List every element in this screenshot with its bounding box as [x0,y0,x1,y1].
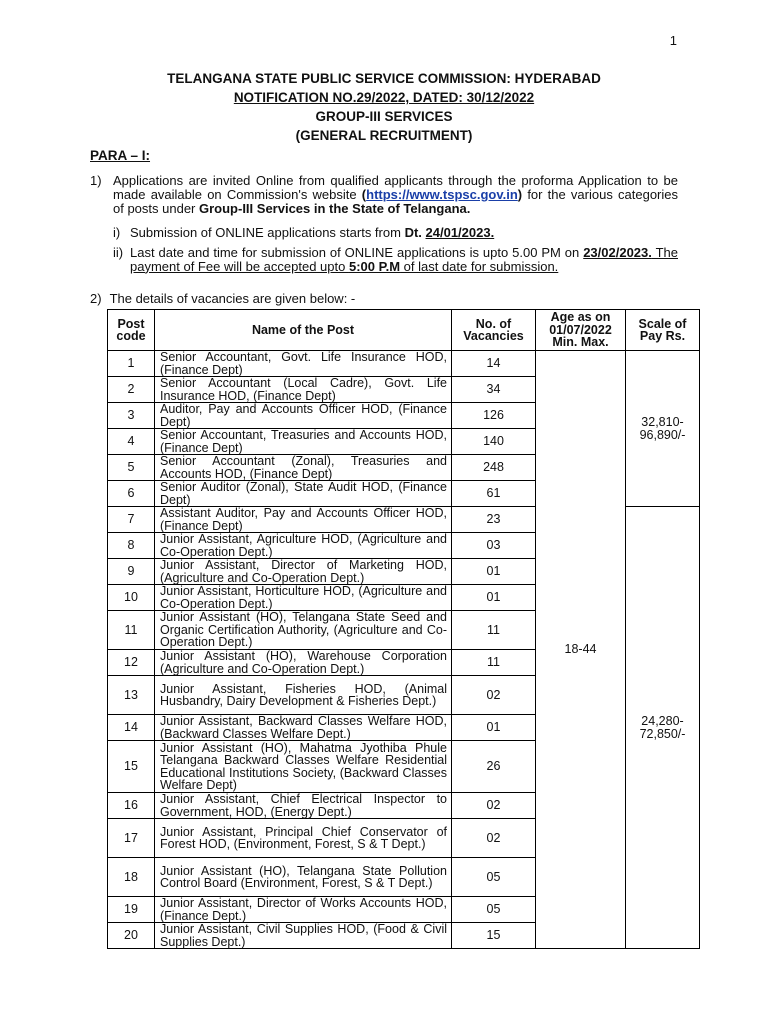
post-name-cell: Junior Assistant (HO), Telangana State Seed and Organic Certification Authority, (Agriculture and Co-Operation Dept.) [155,611,452,650]
post-name-cell: Junior Assistant, Principal Chief Conservator of Forest HOD, (Environment, Forest, S & T Dept.) [155,819,452,858]
vacancies-cell: 05 [452,897,536,923]
post-code-cell: 18 [108,858,155,897]
post-name-cell: Senior Accountant (Zonal), Treasuries and Accounts HOD, (Finance Dept) [155,455,452,481]
vacancies-cell: 14 [452,351,536,377]
post-name-cell: Junior Assistant, Agriculture HOD, (Agriculture and Co-Operation Dept.) [155,533,452,559]
last-date: 23/02/2023. [583,245,652,260]
vacancies-cell: 02 [452,819,536,858]
post-name-cell: Auditor, Pay and Accounts Officer HOD, (Finance Dept) [155,403,452,429]
header-scale: Scale of Pay Rs. [626,310,700,351]
post-code-cell: 7 [108,507,155,533]
header-post-code: Post code [108,310,155,351]
point-2-number: 2) [90,291,102,306]
vacancies-cell: 03 [452,533,536,559]
post-code-cell: 2 [108,377,155,403]
page-number: 1 [669,33,677,48]
vacancies-cell: 34 [452,377,536,403]
post-code-cell: 8 [108,533,155,559]
post-code-cell: 10 [108,585,155,611]
vacancies-cell: 02 [452,676,536,715]
sub-point-ii: ii) Last date and time for submission of ONLINE applications is upto 5.00 PM on 23/02/2023. The payment of Fee will be accepted upto 5:00 P.M of last date for submission. [113,245,678,274]
vacancies-cell: 02 [452,793,536,819]
vacancies-cell: 248 [452,455,536,481]
vacancies-cell: 01 [452,559,536,585]
post-code-cell: 5 [108,455,155,481]
website-link[interactable]: https://www.tspsc.gov.in [366,187,518,202]
post-name-cell: Junior Assistant, Chief Electrical Inspector to Government, HOD, (Energy Dept.) [155,793,452,819]
post-code-cell: 17 [108,819,155,858]
post-code-cell: 20 [108,923,155,949]
post-name-cell: Junior Assistant, Fisheries HOD, (Animal Husbandry, Dairy Development & Fisheries Dept.) [155,676,452,715]
services-group: GROUP-III SERVICES [315,109,453,124]
age-range-cell: 18-44 [536,351,626,949]
table-body [108,351,700,949]
para-label: PARA – I: [90,148,151,163]
post-name-cell: Junior Assistant, Civil Supplies HOD, (Food & Civil Supplies Dept.) [155,923,452,949]
post-code-cell: 13 [108,676,155,715]
pay-scale-cell: 24,280-72,850/- [626,507,700,949]
post-name-cell: Senior Accountant (Local Cadre), Govt. Life Insurance HOD, (Finance Dept) [155,377,452,403]
vacancies-cell: 26 [452,741,536,793]
post-name-cell: Junior Assistant, Director of Works Accounts HOD, (Finance Dept.) [155,897,452,923]
header-vacancies: No. of Vacancies [452,310,536,351]
point-1-number: 1) [90,173,102,188]
table-row [108,351,700,377]
sub-point-i-number: i) [113,225,121,240]
vacancies-cell: 01 [452,715,536,741]
post-code-cell: 12 [108,650,155,676]
post-name-cell: Junior Assistant (HO), Mahatma Jyothiba Phule Telangana Backward Classes Welfare Residential Educational Institutions Society, (Backward Classes Welfare Dept) [155,741,452,793]
post-name-cell: Junior Assistant, Horticulture HOD, (Agriculture and Co-Operation Dept.) [155,585,452,611]
pay-scale-cell: 32,810-96,890/- [626,351,700,507]
sub-point-ii-number: ii) [113,245,124,260]
post-name-cell: Senior Accountant, Treasuries and Accounts HOD,(Finance Dept) [155,429,452,455]
post-name-cell: Junior Assistant, Backward Classes Welfare HOD, (Backward Classes Welfare Dept.) [155,715,452,741]
post-name-cell: Senior Accountant, Govt. Life Insurance HOD, (Finance Dept) [155,351,452,377]
vacancies-cell: 11 [452,611,536,650]
point-2: 2) The details of vacancies are given below: - [90,291,356,306]
post-code-cell: 6 [108,481,155,507]
vacancies-cell: 126 [452,403,536,429]
post-code-cell: 15 [108,741,155,793]
post-name-cell: Junior Assistant (HO), Telangana State Pollution Control Board (Environment, Forest, S & T Dept.) [155,858,452,897]
recruitment-type: (GENERAL RECRUITMENT) [295,128,473,143]
vacancies-cell: 11 [452,650,536,676]
vacancies-cell: 61 [452,481,536,507]
vacancies-cell: 140 [452,429,536,455]
post-code-cell: 4 [108,429,155,455]
post-code-cell: 11 [108,611,155,650]
header-age: Age as on 01/07/2022 Min. Max. [536,310,626,351]
post-code-cell: 9 [108,559,155,585]
last-time: 5:00 P.M [348,258,401,274]
notification-number: NOTIFICATION NO.29/2022, DATED: 30/12/2022 [233,90,535,105]
post-name-cell: Senior Auditor (Zonal), State Audit HOD, (Finance Dept) [155,481,452,507]
point-1-text: Applications are invited Online from qualified applicants through the proforma Application to be made available on Commission's website (https://www.tspsc.gov.in) for the various categories of posts under Group-III Services in the State of Telangana. [113,173,678,216]
vacancies-cell: 23 [452,507,536,533]
post-code-cell: 16 [108,793,155,819]
post-name-cell: Junior Assistant (HO), Warehouse Corporation (Agriculture and Co-Operation Dept.) [155,650,452,676]
post-name-cell: Assistant Auditor, Pay and Accounts Officer HOD, (Finance Dept) [155,507,452,533]
commission-title: TELANGANA STATE PUBLIC SERVICE COMMISSION: HYDERABAD [167,71,601,86]
start-date: 24/01/2023. [425,225,495,240]
vacancy-table [107,309,700,949]
point-1 [90,174,678,216]
vacancies-cell: 01 [452,585,536,611]
post-code-cell: 3 [108,403,155,429]
header-post-name: Name of the Post [155,310,452,351]
vacancies-cell: 15 [452,923,536,949]
post-code-cell: 19 [108,897,155,923]
sub-point-i: i) Submission of ONLINE applications starts from Dt. 24/01/2023. [113,225,495,240]
post-code-cell: 14 [108,715,155,741]
vacancies-cell: 05 [452,858,536,897]
post-name-cell: Junior Assistant, Director of Marketing HOD, (Agriculture and Co-Operation Dept.) [155,559,452,585]
table-header-row [108,310,700,351]
post-code-cell: 1 [108,351,155,377]
